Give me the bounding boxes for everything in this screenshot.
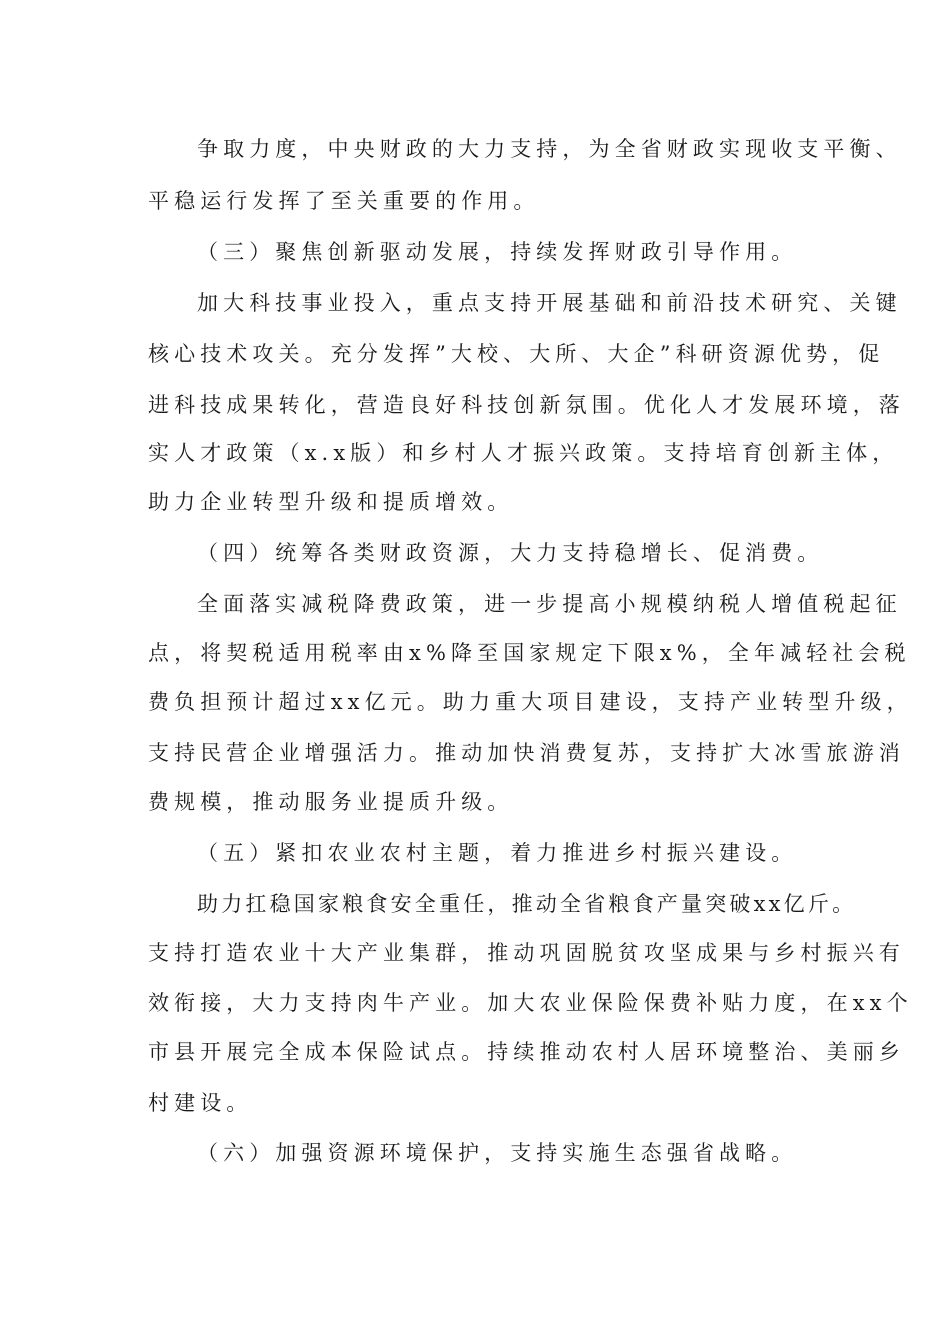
paragraph-line: 点，将契税适用税率由x%降至国家规定下限x%，全年减轻社会税 xyxy=(148,641,911,665)
paragraph-line: 争取力度，中央财政的大力支持，为全省财政实现收支平衡、 xyxy=(197,137,902,161)
section-heading-6: （六）加强资源环境保护，支持实施生态强省战略。 xyxy=(197,1141,798,1165)
paragraph-line: 效衔接，大力支持肉牛产业。加大农业保险保费补贴力度，在xx个 xyxy=(148,991,913,1015)
section-heading-3: （三）聚焦创新驱动发展，持续发挥财政引导作用。 xyxy=(197,240,798,264)
paragraph-line: 市县开展完全成本保险试点。持续推动农村人居环境整治、美丽乡 xyxy=(148,1040,905,1064)
paragraph-line: 村建设。 xyxy=(148,1091,253,1115)
paragraph-line: 费负担预计超过xx亿元。助力重大项目建设，支持产业转型升级， xyxy=(148,690,913,714)
paragraph-line: 进科技成果转化，营造良好科技创新氛围。优化人才发展环境，落 xyxy=(148,393,905,417)
paragraph-line: 核心技术攻关。充分发挥”大校、大所、大企”科研资源优势，促 xyxy=(148,342,885,366)
paragraph-line: 助力企业转型升级和提质增效。 xyxy=(148,490,514,514)
paragraph-line: 支持打造农业十大产业集群，推动巩固脱贫攻坚成果与乡村振兴有 xyxy=(148,941,905,965)
paragraph-line: 加大科技事业投入，重点支持开展基础和前沿技术研究、关键 xyxy=(197,291,902,315)
section-heading-5: （五）紧扣农业农村主题，着力推进乡村振兴建设。 xyxy=(197,841,798,865)
section-heading-4: （四）统筹各类财政资源，大力支持稳增长、促消费。 xyxy=(197,541,824,565)
paragraph-line: 助力扛稳国家粮食安全重任，推动全省粮食产量突破xx亿斤。 xyxy=(197,892,857,916)
paragraph-line: 费规模，推动服务业提质升级。 xyxy=(148,790,514,814)
paragraph-line: 实人才政策（x.x版）和乡村人才振兴政策。支持培育创新主体， xyxy=(148,441,899,465)
paragraph-line: 全面落实减税降费政策，进一步提高小规模纳税人增值税起征 xyxy=(197,592,902,616)
paragraph-line: 平稳运行发挥了至关重要的作用。 xyxy=(148,189,540,213)
paragraph-line: 支持民营企业增强活力。推动加快消费复苏，支持扩大冰雪旅游消 xyxy=(148,741,905,765)
